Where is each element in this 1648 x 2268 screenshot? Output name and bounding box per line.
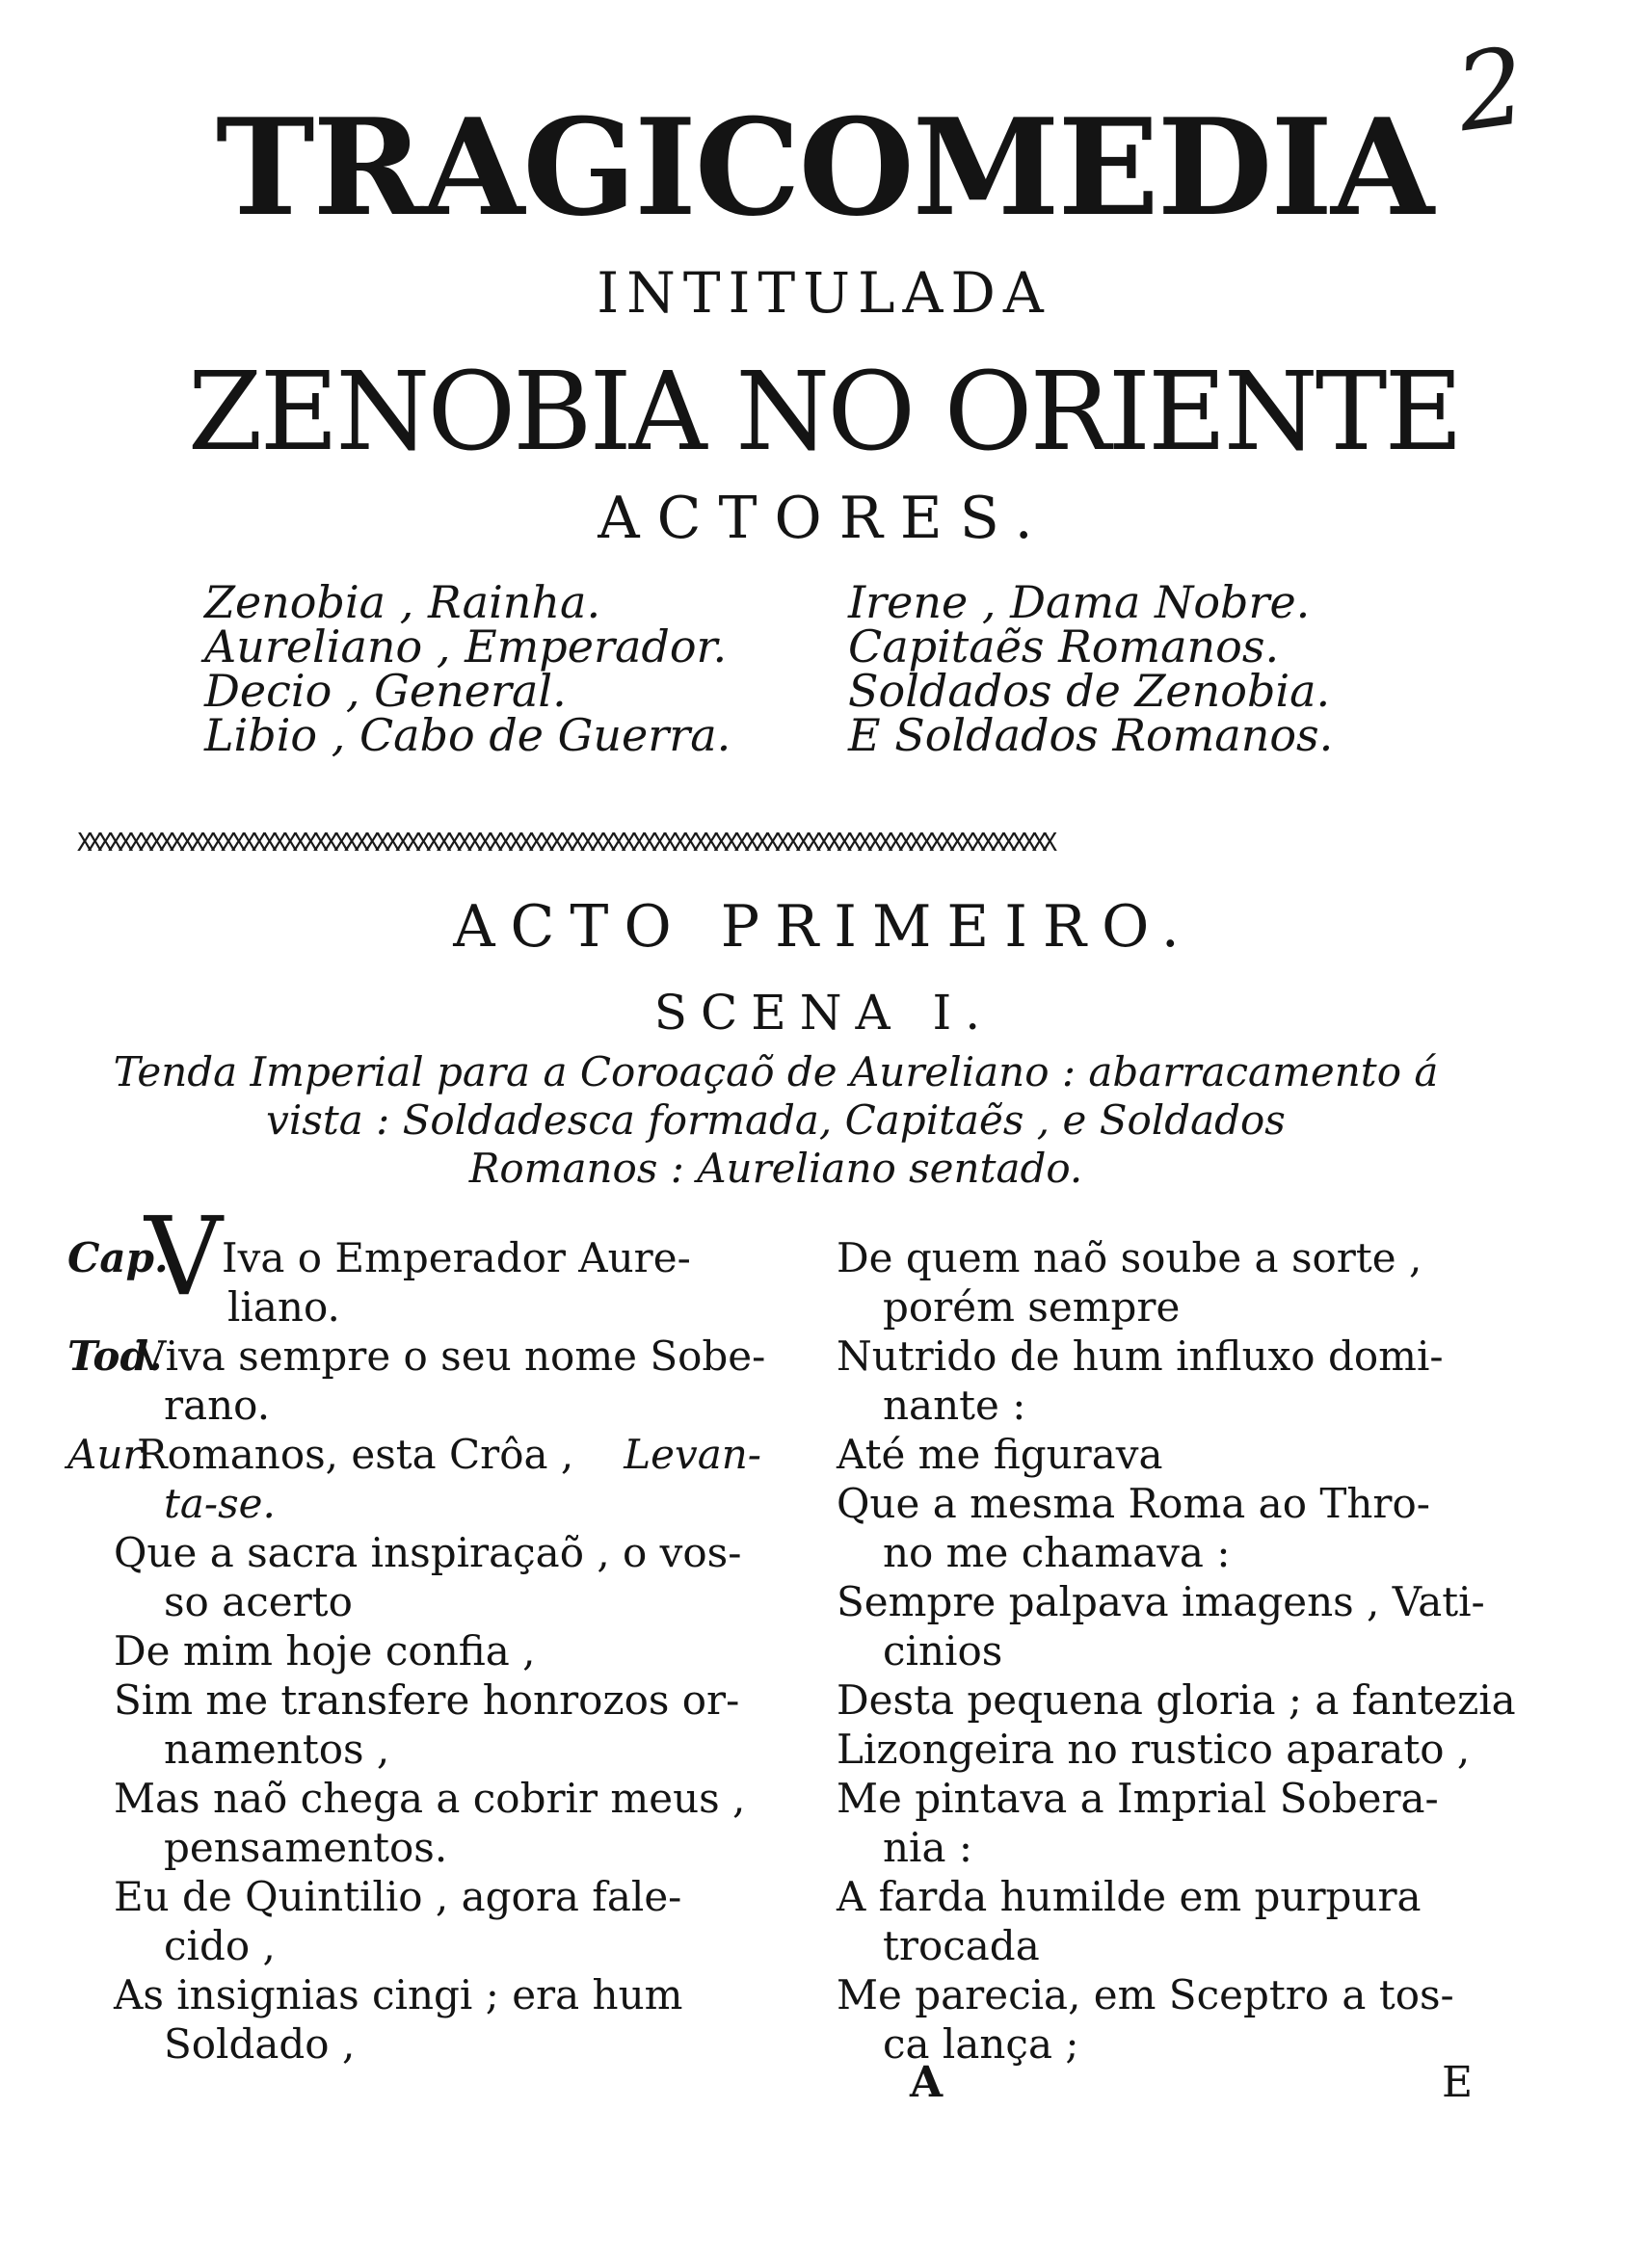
setting-line: vista : Soldadesca formada, Capitaẽs , e Soldados (266, 1096, 1286, 1144)
setting-line: Romanos : Aureliano sentado. (468, 1145, 1083, 1192)
verse-line (67, 1332, 766, 1381)
verse-line (67, 1430, 761, 1479)
actors-heading: ACTORES. (598, 485, 1050, 552)
verse-line: porém sempre (883, 1283, 1181, 1331)
verse-line: Que a mesma Roma ao Thro- (837, 1480, 1430, 1527)
stage-direction: ta-se. (164, 1480, 276, 1527)
speaker: Cap. (67, 1234, 169, 1281)
verse-line: rano. (164, 1382, 271, 1429)
cast-list-left (204, 576, 731, 761)
play-title: ZENOBIA NO ORIENTE (187, 350, 1461, 475)
cast-entry: Soldados de Zenobia. (848, 665, 1331, 717)
verse-line: Soldado , (164, 2020, 356, 2068)
cast-entry: Capitaẽs Romanos. (848, 620, 1280, 672)
verse-line: Que a sacra inspiraçaõ , o vos- (114, 1529, 742, 1576)
verse-text: Viva sempre o seu nome Sobe- (137, 1332, 766, 1380)
verse-line: Desta pequena gloria ; a fantezia (837, 1676, 1516, 1724)
verse-line: Mas naõ chega a cobrir meus , (114, 1775, 746, 1822)
cast-entry: Decio , General. (204, 665, 567, 717)
verse-line: Me parecia, em Sceptro a tos- (837, 1971, 1454, 2018)
verse-line: Eu de Quintilio , agora fale- (114, 1873, 682, 1920)
verse-text: Iva o Emperador Aure- (222, 1234, 691, 1281)
cast-entry: Irene , Dama Nobre. (848, 576, 1311, 628)
verse-line: cido , (164, 1922, 276, 1969)
verse-line: no me chamava : (883, 1529, 1231, 1576)
cast-list-right (848, 576, 1334, 761)
verse-line: nia : (883, 1824, 973, 1871)
verse-line: As insignias cingi ; era hum (114, 1971, 683, 2018)
verse-line: Nutrido de hum influxo domi- (837, 1332, 1444, 1380)
verse-line: Sempre palpava imagens , Vati- (837, 1578, 1485, 1625)
verse-line: liano. (227, 1283, 340, 1331)
catchword: E (1442, 2058, 1474, 2107)
verse-line: De mim hoje confia , (114, 1627, 536, 1675)
cast-entry: Aureliano , Emperador. (204, 620, 728, 672)
drop-cap: V (145, 1195, 223, 1320)
verse-text: Romanos, esta Crôa , (137, 1431, 574, 1478)
verse-line: so acerto (164, 1578, 353, 1625)
cast-entry: E Soldados Romanos. (848, 709, 1334, 761)
verse-line: Me pintava a Imprial Sobera- (837, 1775, 1439, 1822)
title: TRAGICOMEDIA (215, 89, 1433, 246)
verse-line: trocada (883, 1922, 1040, 1969)
verse-line: nante : (883, 1382, 1026, 1429)
stage-direction: Levan- (624, 1431, 761, 1478)
speaker: Aur. (67, 1431, 151, 1478)
verse-line: pensamentos. (164, 1824, 448, 1871)
cast-entry: Zenobia , Rainha. (204, 576, 601, 628)
ornamental-rule: XXXXXXXXXXXXXXXXXXXXXXXXXXXXXXXXXXXXXXXXXXXXXXXXXXXXXXXXXXXXXXXXXXXXXXXXXXXXXXXXXXXXXXXXXXXXXXX (77, 829, 1053, 857)
setting-line: Tenda Imperial para a Coroaçaõ de Aureliano : abarracamento á (113, 1048, 1439, 1095)
verse-line: Sim me transfere honrozos or- (114, 1676, 740, 1724)
verse-line: De quem naõ soube a sorte , (837, 1234, 1422, 1281)
verse-line: A farda humilde em purpura (837, 1873, 1422, 1920)
left-column (67, 1195, 766, 2069)
verse-line: namentos , (164, 1726, 390, 1773)
signature-mark: A (910, 2058, 944, 2107)
right-column (837, 1233, 1516, 2069)
verse-line: Lizongeira no rustico aparato , (837, 1726, 1471, 1773)
stage-setting (67, 1048, 1484, 1193)
speaker: Tod. (67, 1332, 163, 1380)
cast-entry: Libio , Cabo de Guerra. (204, 709, 731, 761)
verse-line: ca lança ; (883, 2020, 1079, 2068)
subtitle: INTITULADA (597, 260, 1051, 326)
act-heading: ACTO PRIMEIRO. (453, 893, 1195, 961)
handwritten-page-number: 2 (1449, 23, 1533, 156)
verse-line: cinios (883, 1627, 1003, 1675)
scene-heading: SCENA I. (653, 985, 995, 1041)
verse-line: Até me figurava (837, 1431, 1163, 1478)
